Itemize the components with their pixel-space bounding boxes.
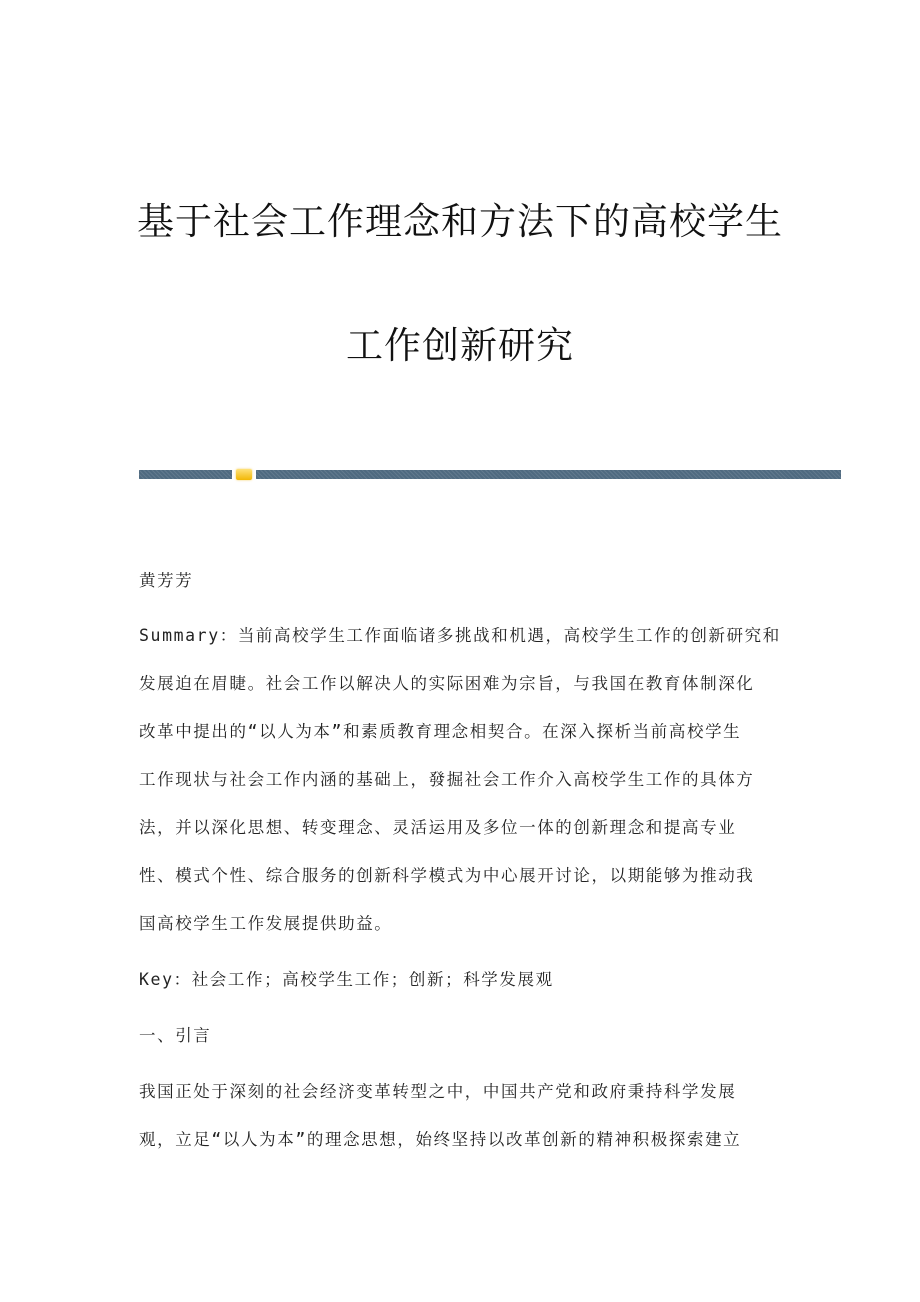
author-line: 黄芳芳 — [139, 571, 194, 590]
summary-line: 改革中提出的“以人为本”和素质教育理念相契合。在深入探析当前高校学生 — [139, 722, 742, 741]
section-heading — [139, 1012, 789, 1060]
intro-paragraph — [139, 1068, 789, 1164]
summary-line: 性、模式个性、综合服务的创新科学模式为中心展开讨论，以期能够为推动我 — [139, 866, 755, 885]
intro-line: 观，立足“以人为本”的理念思想，始终坚持以改革创新的精神积极探索建立 — [139, 1130, 742, 1149]
section-heading-text: 一、引言 — [139, 1026, 212, 1045]
divider-bar-right — [256, 470, 841, 479]
summary-line: Summary：当前高校学生工作面临诸多挑战和机遇，高校学生工作的创新研究和 — [139, 626, 781, 645]
keywords-text: Key：社会工作；高校学生工作；创新；科学发展观 — [139, 970, 554, 989]
author-name — [139, 557, 789, 605]
intro-line: 我国正处于深刻的社会经济变革转型之中，中国共产党和政府秉持科学发展 — [139, 1082, 737, 1101]
document-title-line-2: 工作创新研究 — [346, 324, 574, 367]
summary-paragraph — [139, 612, 789, 948]
divider-ornament-icon — [236, 469, 252, 480]
decorative-divider — [139, 470, 841, 480]
keywords-line — [139, 956, 789, 1004]
summary-line: 法，并以深化思想、转变理念、灵活运用及多位一体的创新理念和提高专业 — [139, 818, 737, 837]
summary-line: 国高校学生工作发展提供助益。 — [139, 914, 393, 933]
divider-bar-left — [139, 470, 232, 479]
summary-line: 工作现状与社会工作内涵的基础上，發掘社会工作介入高校学生工作的具体方 — [139, 770, 755, 789]
document-title-line-1: 基于社会工作理念和方法下的高校学生 — [137, 200, 783, 243]
summary-line: 发展迫在眉睫。社会工作以解决人的实际困难为宗旨，与我国在教育体制深化 — [139, 674, 755, 693]
